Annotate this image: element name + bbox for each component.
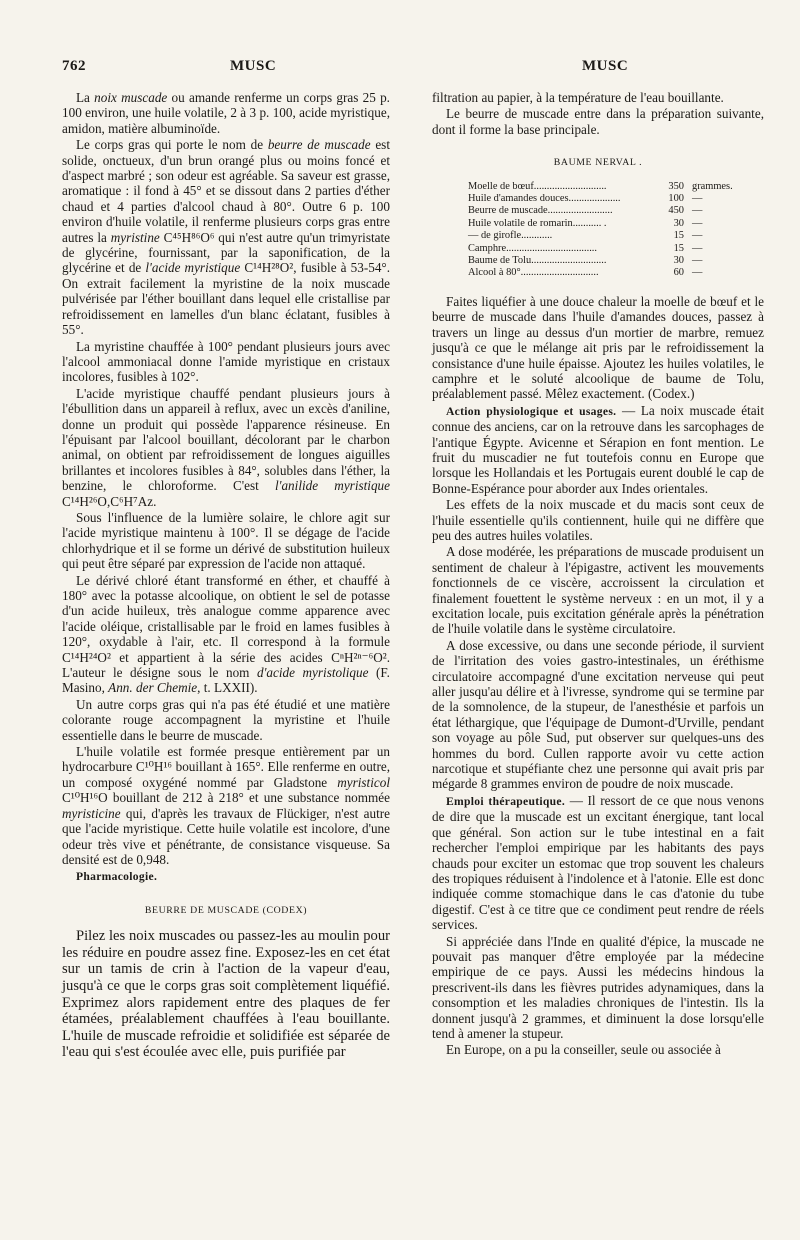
recipe-row — [432, 193, 764, 205]
recipe-quantity: 30 — [673, 217, 684, 229]
left-column — [62, 90, 390, 1061]
term-noix-muscade: noix muscade — [94, 90, 168, 105]
recipe-quantity: 350 — [668, 180, 684, 192]
term-myristine: myristine — [110, 229, 160, 245]
recipe-row — [432, 218, 764, 230]
paragraph-derive-chlore: Le dérivé chloré étant transformé en éther, et chauffé à 180° avec la potasse alcoolique, on obtient le sel de potasse d'un acide huileux, très analogue comme apparence avec l'acide oléique, cristallisable par le froid en lames fusibles à 120°, oxydable à l'air, etc. Il correspond à la formule C¹⁴H²⁴O² et appartient à la série des acides CⁿH²ⁿ⁻⁶O². L'auteur le désigne sous le nom d'acide myristolique (F. Masino, Ann. der Chemie, t. LXXII). — [62, 572, 390, 696]
paragraph-pilez: Pilez les noix muscades ou passez-les au moulin pour les réduire en poudre assez fine. Exposez-les en cet état sur un tamis de crin à l'action de la vapeur d'eau, jusqu'à ce que le corps gras soit complètement liquéfié. Exprimez alors rapidement entre des plaques de fer étamées, préalablement chauffées à l'eau bouillante. L'huile de muscade refroidie et solidifiée est séparée de l'eau qui s'est écoulée avec elle, puis purifiée par — [62, 928, 390, 1061]
paragraph-effets: Les effets de la noix muscade et du macis sont ceux de l'huile essentielle qu'ils contiennent, huile qui ne diffère que peu des autres huiles volatiles. — [432, 497, 764, 543]
paragraph-faites-liquefier: Faites liquéfier à une douce chaleur la moelle de bœuf et le beurre de muscade dans l'huile d'amandes douces, passez à travers un linge au dessus d'un mortier de marbre, remuez jusqu'à ce que le mélange ait pris par le refroidissement la consistance d'une huile épaisse. Ajoutez les huiles volatiles, le camphre et le soluté alcoolique de baume de Tolu, préalablement passé. Mêlez exactement. (Codex.) — [432, 293, 764, 402]
paragraph-huile-volatile: L'huile volatile est formée presque entièrement par un hydrocarbure C¹⁰H¹⁶ bouillant à 165°. Elle renferme en outre, un composé oxygéné nommé par Gladstone myristicol C¹⁰H¹⁶O bouillant de 212 à 218° et une substance nommée myristicine qui, d'après les travaux de Flückiger, n'est autre que l'acide myristique. Cette huile volatile est incolore, d'une odeur très vive et pénétrante, de consistance visqueuse. Sa densité est de 0,948. — [62, 744, 390, 867]
heading-emploi-therapeutique: Emploi thérapeutique. — [446, 794, 566, 808]
recipe-ingredient: Beurre de muscade......................... — [468, 205, 613, 217]
section-heading-pharmacologie: Pharmacologie. — [76, 870, 158, 884]
paragraph-dose-moderee: A dose modérée, les préparations de muscade produisent un sentiment de chaleur à l'épigastre, activent les mouvements fonctionnels de ce viscère, accroissent la circulation et finalement fouettent le système nerveux : en un mot, il y a excitation locale, puis excitation générale après la pénétration de l'huile volatile dans le système circulatoire. — [432, 544, 764, 637]
recipe-ingredient: — de girofle............ — [468, 230, 553, 242]
paragraph-filtration: filtration au papier, à la température de l'eau bouillante. — [432, 90, 724, 105]
paragraph-beurre: Le corps gras qui porte le nom de beurre de muscade est solide, onctueux, d'un brun orangé plus ou moins foncé et d'aspect marbré ; son odeur est agréable. Sa saveur est grasse, aromatique : il fond à 45° et se dissout dans 2 parties d'éther chaud et 4 parties d'alcool chaud à 80°. Outre 6 p. 100 environ d'huile volatile, il renferme plusieurs corps gras entre autres la myristine C⁴⁵H⁸⁶O⁶ qui n'est autre qu'un trimyristate de glycérine, fournissant, par la saponification, de la glycérine et de l'acide myristique C¹⁴H²⁸O², fusible à 53-54°. On extrait facilement la myristine de la noix muscade pulvérisée par l'éther bouillant dans lequel elle cristallise par refroidissement en lamelles d'un blanc éclatant, fusibles à 55°. — [62, 137, 390, 338]
running-head-right: MUSC — [582, 58, 629, 74]
paragraph-intro: La noix muscade ou amande renferme un corps gras 25 p. 100 environ, une huile volatile, 2 à 3 p. 100, acide myristique, amidon, matière albuminoïde. — [62, 90, 390, 136]
recipe-quantity: 30 — [673, 255, 684, 267]
recipe-ingredient: Huile d'amandes douces.................... — [468, 193, 621, 205]
paragraph-emploi: Emploi thérapeutique. — Il ressort de ce que nous venons de dire que la muscade est un excitant énergique, tant local que général. Son action sur le tube intestinal en a fait rechercher l'emploi empirique par les habitants des pays chauds pour exciter un estomac que trop souvent les chaleurs des tropiques réduisent à l'indolence et à l'atonie. Elle est donc indiquée comme stomachique dans le cas d'atonie du tube digestif. C'est à ce titre que ce condiment peut rendre de réels services. — [432, 792, 764, 933]
recipe-ingredient: Huile volatile de romarin........... . — [468, 217, 607, 229]
recipe-quantity: 450 — [668, 205, 684, 217]
recipe-ingredient: Baume de Tolu............................. — [468, 255, 607, 267]
paragraph-inde: Si appréciée dans l'Inde en qualité d'épice, la muscade ne pouvait pas manquer d'être employée par la médecine empirique de ce pays. Aussi les médecins hindous la prescrivent-ils dans les fièvres putrides adynamiques, dans la consomption et les maladies chroniques de l'intestin. Ils la donnent jusqu'à 2 grammes, et diminuent la dose lorsqu'elle tend à amener la stupeur. — [432, 933, 764, 1041]
recipe-quantity: 60 — [673, 267, 684, 279]
recipe-row — [432, 181, 764, 193]
term-myristicol: myristicol — [337, 774, 390, 790]
journal-citation: Ann. der Chemie — [108, 680, 198, 696]
term-acide-myristolique: d'acide myristolique — [256, 665, 369, 681]
recipe-ingredient: Alcool à 80°.............................. — [468, 267, 599, 279]
recipe-unit: — — [692, 255, 703, 267]
recipe-row — [432, 267, 764, 279]
recipe-instructions — [62, 928, 390, 1061]
recipe-ingredient: Camphre................................... — [468, 242, 598, 254]
recipe-unit: — — [692, 217, 703, 229]
paragraph-europe: En Europe, on a pu la conseiller, seule ou associée à — [446, 1042, 721, 1058]
right-column — [432, 90, 764, 1058]
recipe-row — [432, 205, 764, 217]
running-head-left: MUSC — [230, 58, 277, 74]
recipe-caption: BEURRE DE MUSCADE (CODEX) — [144, 904, 308, 916]
term-acide-myristique: l'acide myristique — [145, 260, 241, 276]
term-anilide: l'anilide myristique — [274, 478, 390, 494]
recipe-row — [432, 255, 764, 267]
recipe-ingredient: Moelle de bœuf............................ — [468, 180, 607, 192]
paragraph-amide: La myristine chauffée à 100° pendant plusieurs jours avec l'alcool ammoniacal donne l'amide myristique en cristaux incolores, fusibles à 102°. — [62, 338, 390, 385]
recipe-unit: — — [692, 193, 703, 205]
paragraph-chlore: Sous l'influence de la lumière solaire, le chlore agit sur l'acide myristique maintenu à 100°. Il se dégage de l'acide chlorhydrique et il se forme un dérivé de substitution huileux qui peut être séparé par expression de l'acide non attaqué. — [62, 509, 390, 572]
recipe-quantity: 15 — [673, 242, 684, 254]
page-number: 762 — [62, 58, 86, 74]
recipe-unit: — — [692, 205, 703, 217]
paragraph-dose-excessive: A dose excessive, ou dans une seconde période, il survient de l'irritation des voies gastro-intestinales, un éréthisme circulatoire accompagné d'une excitation nerveuse qui peut aller jusqu'au délire et à l'ivresse, syndrome qui se termine par de la somnolence, de la stupeur, de l'anesthésie et parfois un état léthargique, que l'équipage de Dumont-d'Urville, pendant son voyage au pôle Sud, put observer sur quelques-uns des hommes du bord. Cullen rapporte avoir vu cette action narcotique et stupéfiante chez une personne qui avait pris par mégarde 8 grammes environ de poudre de noix muscade. — [432, 637, 764, 792]
recipe-row — [432, 230, 764, 242]
recipe-quantity: 15 — [673, 230, 684, 242]
recipe-unit: grammes. — [692, 180, 733, 192]
heading-action-physiologique: Action physiologique et usages. — [446, 404, 617, 418]
paragraph-anilide: L'acide myristique chauffé pendant plusieurs jours à l'ébullition dans un appareil à reflux, avec un excès d'aniline, donne un produit qui possède l'apparence résineuse. En l'épuisant par l'alcool bouillant, décolorant par le charbon animal, on obtient par refroidissement de longues aiguilles brillantes et incolores fusibles à 84°, solubles dans l'éther, la benzine, le chloroforme. C'est l'anilide myristique C¹⁴H²⁶O,C⁶H⁷Az. — [62, 385, 390, 509]
recipe-unit: — — [692, 230, 703, 242]
recipe-unit: — — [692, 267, 703, 279]
term-myristicine: myristicine — [62, 805, 121, 821]
paragraph-action: Action physiologique et usages. — La noix muscade était connue des anciens, car on la retrouve dans les sarcophages de l'antique Égypte. Avicenne et Sérapion en font mention. Le fruit du muscadier ne fut toutefois connu en Europe que lorsque les Hollandais et les Portugais eurent doublé le cap de Bonne-Espérance pour aborder aux Indes orientales. — [432, 402, 764, 496]
recipe-row — [432, 243, 764, 255]
term-beurre-de-muscade: beurre de muscade — [267, 137, 371, 153]
recipe-table — [432, 181, 764, 280]
recipe-unit: — — [692, 242, 703, 254]
paragraph-autre-corps: Un autre corps gras qui n'a pas été étudié et une matière colorante rouge accompagnent la myristine et l'huile essentielle dans le beurre de muscade. — [62, 696, 390, 743]
paragraph-preparation: Le beurre de muscade entre dans la préparation suivante, dont il forme la base principale. — [432, 106, 764, 137]
recipe-quantity: 100 — [668, 193, 684, 205]
recipe-title: BAUME NERVAL . — [553, 157, 643, 169]
